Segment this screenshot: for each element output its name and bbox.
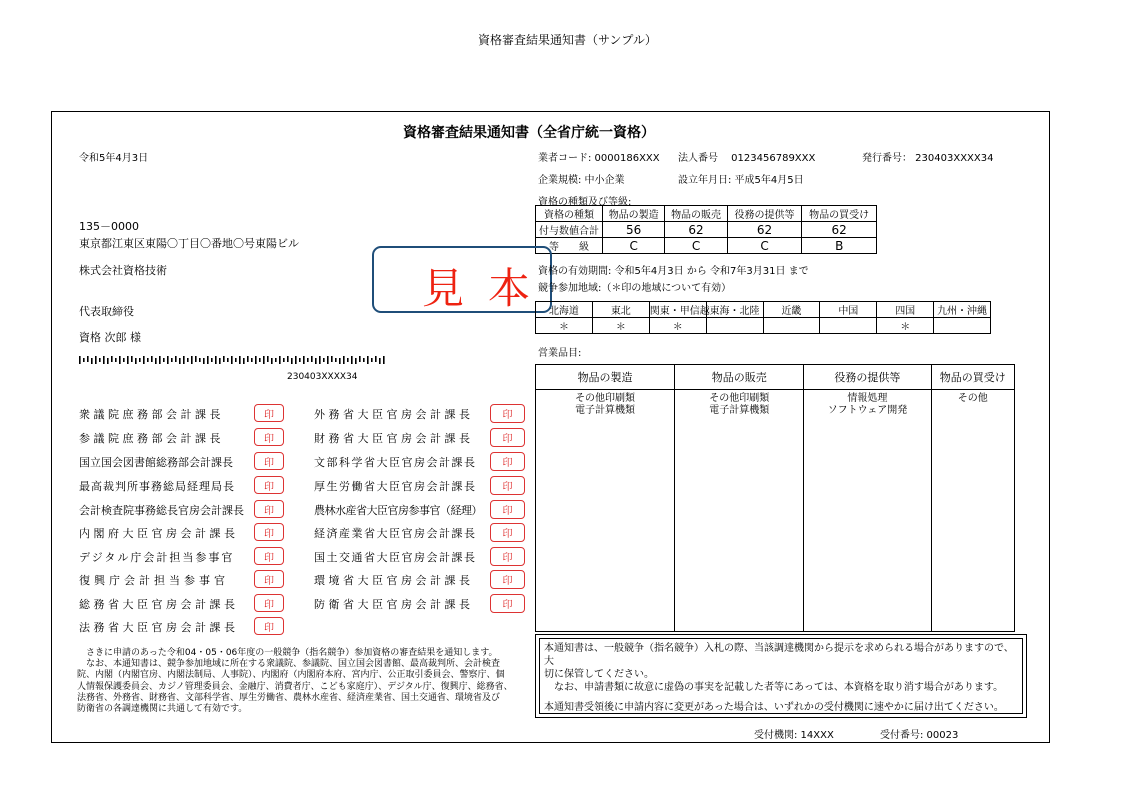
item-line: その他印刷類 bbox=[575, 393, 636, 404]
region-mark bbox=[706, 318, 763, 334]
items-header: 物品の販売 bbox=[675, 365, 803, 390]
notice-box-inner bbox=[539, 638, 1023, 714]
region-name: 東北 bbox=[592, 302, 649, 318]
score-cell: 62 bbox=[665, 222, 727, 238]
items-header: 物品の製造 bbox=[536, 365, 674, 390]
recipient-name: 資格 次郎 様 bbox=[79, 331, 141, 344]
region-name: 東海・北陸 bbox=[706, 302, 763, 318]
region-note: 競争参加地域:（＊印の地域について有効） bbox=[538, 283, 732, 294]
region-mark: ＊ bbox=[536, 318, 593, 334]
seal-box: 印 bbox=[254, 570, 284, 588]
score-row bbox=[536, 222, 877, 238]
office-right: 国土交通省大臣官房会計課長 bbox=[314, 551, 477, 564]
items-header: 役務の提供等 bbox=[804, 365, 930, 390]
company-name: 株式会社資格技術 bbox=[79, 264, 167, 277]
seal-box: 印 bbox=[254, 500, 284, 518]
notice-box-line: なお、申請書類に故意に虚偽の事実を記載した者等にあっては、本資格を取り消す場合があります。 bbox=[544, 682, 1004, 693]
item-line: ソフトウェア開発 bbox=[827, 405, 908, 416]
grade-header-cell: 資格の種類 bbox=[536, 206, 603, 222]
reception-number: 受付番号: 00023 bbox=[880, 730, 959, 741]
office-left: デジタル庁会計担当参事官 bbox=[79, 551, 235, 564]
region-mark: ＊ bbox=[649, 318, 706, 334]
barcode-bars bbox=[79, 356, 385, 364]
business-items-label: 営業品目: bbox=[538, 348, 582, 359]
grade-label: 等 級 bbox=[536, 238, 603, 254]
item-line: 電子計算機類 bbox=[709, 405, 770, 416]
grade-header-cell: 物品の買受け bbox=[802, 206, 877, 222]
seal-box: 印 bbox=[254, 547, 284, 565]
item-line: 情報処理 bbox=[847, 393, 888, 404]
representative-position: 代表取締役 bbox=[79, 305, 134, 318]
grade-header-cell: 物品の製造 bbox=[603, 206, 665, 222]
score-label: 付与数値合計 bbox=[536, 222, 603, 238]
office-right: 環境省大臣官房会計課長 bbox=[314, 574, 474, 587]
grade-cell: C bbox=[665, 238, 727, 254]
region-name: 九州・沖縄 bbox=[934, 302, 991, 318]
postal-code: 135－0000 bbox=[79, 220, 139, 233]
office-left: 会計検査院事務総長官房会計課長 bbox=[79, 504, 244, 517]
notice-box-line bbox=[544, 694, 1018, 701]
corporate-number: 法人番号 0123456789XXX bbox=[678, 153, 816, 164]
notice-box-line: 本通知書は、一般競争（指名競争）入札の際、当該調達機関から提示を求められる場合がありますので、大 bbox=[544, 643, 1014, 667]
items-column bbox=[674, 365, 803, 631]
seal-box: 印 bbox=[254, 428, 284, 446]
region-name: 中国 bbox=[820, 302, 877, 318]
office-right: 防衛省大臣官房会計課長 bbox=[314, 598, 474, 611]
region-mark: ＊ bbox=[877, 318, 934, 334]
seal-box: 印 bbox=[490, 570, 525, 589]
grade-header-row bbox=[536, 206, 877, 222]
seal-box: 印 bbox=[254, 476, 284, 494]
region-mark bbox=[763, 318, 820, 334]
items-column bbox=[931, 365, 1014, 631]
office-left: 最高裁判所事務総局経理局長 bbox=[79, 480, 235, 493]
stamp-char: 見 bbox=[422, 264, 465, 313]
office-left: 国立国会図書館総務部会計課長 bbox=[79, 456, 233, 469]
items-body bbox=[932, 390, 1014, 405]
seal-box: 印 bbox=[490, 547, 525, 566]
items-body bbox=[675, 390, 803, 417]
region-name: 関東・甲信越 bbox=[649, 302, 706, 318]
grade-title: 資格の種類及び等級: bbox=[538, 197, 632, 208]
office-right: 財務省大臣官房会計課長 bbox=[314, 432, 474, 445]
items-column bbox=[536, 365, 674, 631]
grade-row bbox=[536, 238, 877, 254]
company-size: 企業規模: 中小企業 bbox=[538, 175, 625, 186]
barcode-number: 230403XXXX34 bbox=[287, 372, 358, 382]
notice-line: 人情報保護委員会、カジノ管理委員会、金融庁、消費者庁、こども家庭庁）、デジタル庁、復興庁、総務省、 bbox=[77, 681, 513, 692]
office-right: 外務省大臣官房会計課長 bbox=[314, 408, 474, 421]
grade-cell: B bbox=[802, 238, 877, 254]
office-left: 内閣府大臣官房会計課長 bbox=[79, 527, 239, 540]
office-left: 復興庁会計担当参事官 bbox=[79, 574, 229, 587]
office-right: 農林水産省大臣官房参事官（経理） bbox=[314, 504, 482, 517]
form-title: 資格審査結果通知書（全省庁統一資格） bbox=[403, 125, 655, 141]
item-line: その他 bbox=[957, 393, 988, 404]
stamp-char: 本 bbox=[488, 264, 531, 313]
notice-line: なお、本通知書は、競争参加地域に所在する衆議院、参議院、国立国会図書館、最高裁判所、会計検査 bbox=[77, 659, 501, 670]
seal-box: 印 bbox=[490, 500, 525, 519]
seal-box: 印 bbox=[254, 594, 284, 612]
region-mark bbox=[934, 318, 991, 334]
office-left: 参議院庶務部会計課長 bbox=[79, 432, 224, 445]
seal-box: 印 bbox=[490, 594, 525, 613]
page-title: 資格審査結果通知書（サンプル） bbox=[478, 33, 657, 47]
region-mark: ＊ bbox=[592, 318, 649, 334]
grade-header-cell: 役務の提供等 bbox=[727, 206, 802, 222]
score-cell: 56 bbox=[603, 222, 665, 238]
established-date: 設立年月日: 平成5年4月5日 bbox=[678, 175, 804, 186]
business-items-table bbox=[535, 364, 1015, 632]
seal-box: 印 bbox=[490, 476, 525, 495]
issue-number: 発行番号： 230403XXXX34 bbox=[862, 153, 994, 164]
grade-header-cell: 物品の販売 bbox=[665, 206, 727, 222]
seal-box: 印 bbox=[254, 404, 284, 422]
office-right: 文部科学省大臣官房会計課長 bbox=[314, 456, 477, 469]
region-header-row bbox=[536, 302, 991, 318]
notice-box-line: 切に保管してください。 bbox=[544, 669, 654, 680]
vendor-code: 業者コード: 0000186XXX bbox=[538, 153, 660, 164]
notice-line: 防衛省の各調達機関に共通して有効です。 bbox=[77, 704, 248, 715]
validity-notice bbox=[77, 648, 513, 715]
seal-box: 印 bbox=[490, 428, 525, 447]
item-line: 電子計算機類 bbox=[575, 405, 636, 416]
office-right: 経済産業省大臣官房会計課長 bbox=[314, 527, 477, 540]
notice-line: さきに申請のあった令和04・05・06年度の一般競争（指名競争）参加資格の審査結果を通知します。 bbox=[77, 648, 498, 658]
region-name: 近畿 bbox=[763, 302, 820, 318]
item-line: その他印刷類 bbox=[709, 393, 770, 404]
postal-barcode bbox=[79, 354, 387, 366]
grade-cell: C bbox=[727, 238, 802, 254]
score-cell: 62 bbox=[802, 222, 877, 238]
items-column bbox=[803, 365, 930, 631]
items-body bbox=[804, 390, 930, 417]
seal-box: 印 bbox=[490, 404, 525, 423]
notice-line: 院、内閣（内閣官房、内閣法制局、人事院）、内閣府（内閣府本府、宮内庁、公正取引委員会、警察庁、個 bbox=[77, 670, 505, 681]
score-cell: 62 bbox=[727, 222, 802, 238]
reception-office: 受付機関: 14XXX bbox=[754, 730, 834, 741]
sample-stamp bbox=[372, 246, 552, 313]
address-line: 東京都江東区東陽〇丁目〇番地〇号東陽ビル bbox=[79, 237, 299, 250]
seal-box: 印 bbox=[254, 617, 284, 635]
notice-line: 法務省、外務省、財務省、文部科学省、厚生労働省、農林水産省、経済産業省、国土交通省、環境省及び bbox=[77, 692, 501, 703]
office-left: 法務省大臣官房会計課長 bbox=[79, 621, 239, 634]
seal-box: 印 bbox=[490, 452, 525, 471]
office-right: 厚生労働省大臣官房会計課長 bbox=[314, 480, 477, 493]
seal-box: 印 bbox=[254, 452, 284, 470]
items-header: 物品の買受け bbox=[932, 365, 1014, 390]
region-table bbox=[535, 301, 991, 334]
region-mark bbox=[820, 318, 877, 334]
region-name: 四国 bbox=[877, 302, 934, 318]
notice-box bbox=[535, 634, 1027, 718]
items-body bbox=[536, 390, 674, 417]
office-left: 衆議院庶務部会計課長 bbox=[79, 408, 224, 421]
grade-cell: C bbox=[603, 238, 665, 254]
issue-date: 令和5年4月3日 bbox=[79, 153, 149, 164]
region-name: 北海道 bbox=[536, 302, 593, 318]
notice-box-line: 本通知書受領後に申請内容に変更があった場合は、いずれかの受付機関に速やかに届け出てください。 bbox=[544, 702, 1004, 713]
office-left: 総務省大臣官房会計課長 bbox=[79, 598, 239, 611]
validity-period: 資格の有効期間: 令和5年4月3日 から 令和7年3月31日 まで bbox=[538, 266, 809, 277]
seal-box: 印 bbox=[490, 523, 525, 542]
seal-box: 印 bbox=[254, 523, 284, 541]
region-mark-row bbox=[536, 318, 991, 334]
grade-table bbox=[535, 205, 877, 254]
